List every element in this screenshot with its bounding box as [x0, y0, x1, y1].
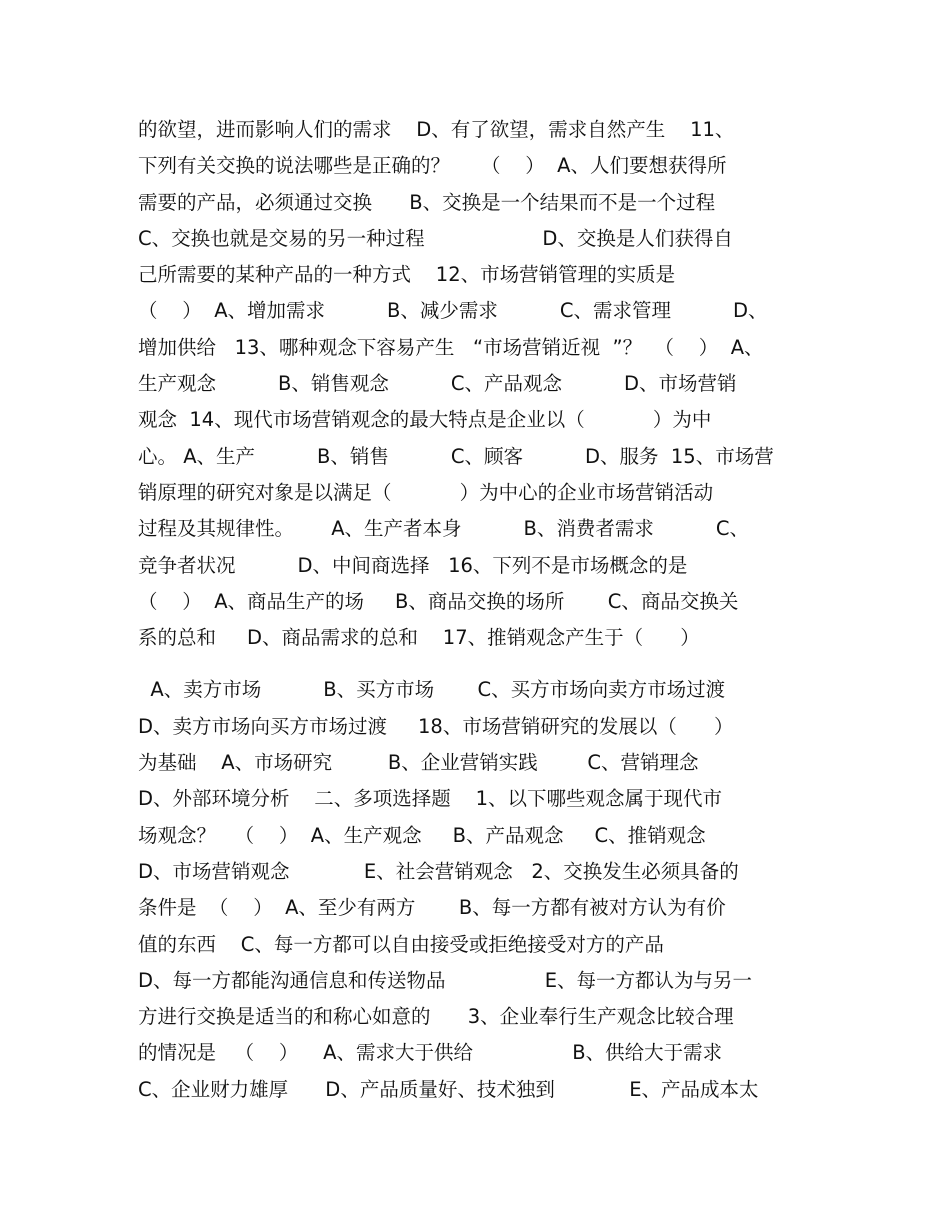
text-line: 需要的产品，必须通过交换 B、交换是一个结果而不是一个过程 [138, 190, 716, 214]
text-line: 为基础 A、市场研究 B、企业营销实践 C、营销理念 [138, 751, 699, 775]
text-line: 己所需要的某种产品的一种方式 12、市场营销管理的实质是 [138, 263, 676, 287]
text-line: D、市场营销观念 E、社会营销观念 2、交换发生必须具备的 [138, 859, 739, 883]
text-line: C、企业财力雄厚 D、产品质量好、技术独到 E、产品成本太 [138, 1077, 759, 1101]
text-line: 观念 14、现代市场营销观念的最大特点是企业以（ ）为中 [138, 408, 712, 432]
text-line: 过程及其规律性。 A、生产者本身 B、消费者需求 C、 [138, 517, 749, 541]
text-line: （ ） A、商品生产的场 B、商品交换的场所 C、商品交换关 [138, 589, 739, 613]
text-line: 系的总和 D、商品需求的总和 17、推销观念产生于（ ） [138, 626, 700, 650]
text-line: D、卖方市场向买方市场过渡 18、市场营销研究的发展以（ ） [138, 714, 734, 738]
text-line: D、外部环境分析 二、多项选择题 1、以下哪些观念属于现代市 [138, 787, 723, 811]
text-line: 增加供给 13、哪种观念下容易产生 “市场营销近视 ”？ （ ） A、 [138, 335, 764, 359]
text-line: 生产观念 B、销售观念 C、产品观念 D、市场营销 [138, 372, 737, 396]
text-line: 方进行交换是适当的和称心如意的 3、企业奉行生产观念比较合理 [138, 1005, 734, 1029]
text-line: A、卖方市场 B、买方市场 C、买方市场向卖方市场过渡 [138, 678, 726, 702]
text-line: 的情况是 （ ） A、需求大于供给 B、供给大于需求 [138, 1041, 723, 1065]
text-line: C、交换也就是交易的另一种过程 D、交换是人们获得自 [138, 226, 733, 250]
text-line: 销原理的研究对象是以满足（ ）为中心的企业市场营销活动 [138, 480, 714, 504]
text-line: 条件是 （ ） A、至少有两方 B、每一方都有被对方认为有价 [138, 896, 726, 920]
text-line: 竞争者状况 D、中间商选择 16、下列不是市场概念的是 [138, 553, 688, 577]
text-line: 心。 A、生产 B、销售 C、顾客 D、服务 15、市场营 [138, 444, 774, 468]
text-line: 下列有关交换的说法哪些是正确的？ （ ） A、人们要想获得所 [138, 154, 727, 178]
text-line: 场观念？ （ ） A、生产观念 B、产品观念 C、推销观念 [138, 823, 706, 847]
text-line: D、每一方都能沟通信息和传送物品 E、每一方都认为与另一 [138, 968, 753, 992]
document-body [138, 112, 808, 1108]
text-line: （ ） A、增加需求 B、减少需求 C、需求管理 D、 [138, 299, 768, 323]
text-line: 值的东西 C、每一方都可以自由接受或拒绝接受对方的产品 [138, 932, 664, 956]
text-line: 的欲望，进而影响人们的需求 D、有了欲望，需求自然产生 11、 [138, 118, 735, 141]
